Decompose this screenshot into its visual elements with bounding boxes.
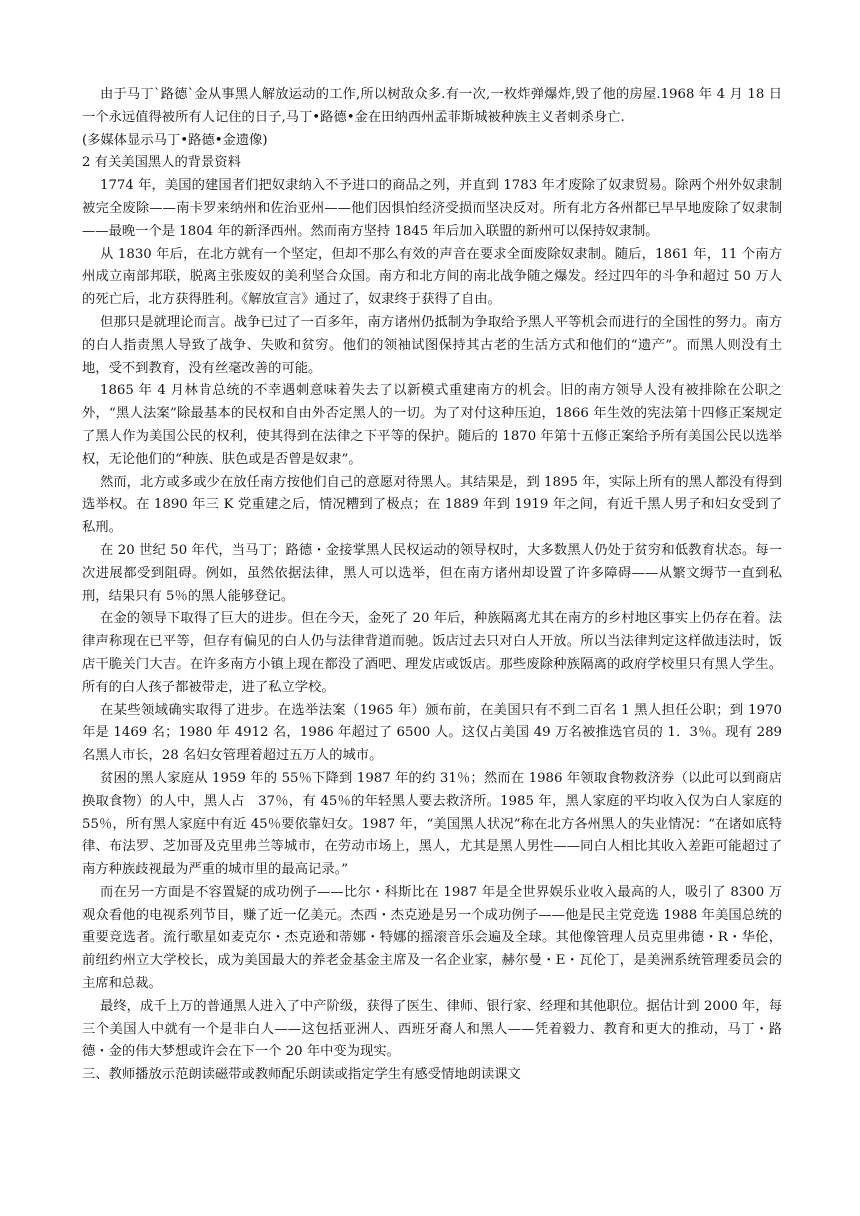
paragraph: 而在另一方面是不容置疑的成功例子——比尔・科斯比在 1987 年是全世界娱乐业收入最高的人，吸引了 8300 万观众看他的电视系列节目，赚了近一亿美元。杰西・杰克逊是另一个成功例子——他是民主党竞选 1988 年美国总统的重要竞选者。流行歌星如麦克尔・杰克逊和蒂娜・特娜的摇滚音乐会遍及全球。其他像管理人员克里弗德・R・华伦，前纽约州立大学校长，成为美国最大的养老金基金主席及一名企业家，赫尔曼・E・瓦伦丁，是美洲系统管理委员会的主席和总裁。: [82, 884, 782, 992]
paragraph: 从 1830 年后，在北方就有一个坚定，但却不那么有效的声音在要求全面废除奴隶制。随后，1861 年，11 个南方州成立南部邦联，脱离主张废奴的美利坚合众国。南方和北方间的南北战争随之爆发。经过四年的斗争和超过 50 万人的死亡后，北方获得胜利。《解放宣言》通过了，奴隶终于获得了自由。: [82, 246, 782, 308]
paragraph: 在金的领导下取得了巨大的进步。但在今天，金死了 20 年后，种族隔离尤其在南方的乡村地区事实上仍存在着。法律声称现在已平等，但存有偏见的白人仍与法律背道而驰。饭店过去只对白人开放。所以当法律判定这样做违法时，饭店干脆关门大吉。在许多南方小镇上现在都没了酒吧、理发店或饭店。那些废除种族隔离的政府学校里只有黑人学生。所有的白人孩子都被带走，进了私立学校。: [82, 611, 782, 695]
document-body: [82, 84, 782, 1087]
paragraph: 最终，成千上万的普通黑人进入了中产阶级，获得了医生、律师、银行家、经理和其他职位。据估计到 2000 年，每三个美国人中就有一个是非白人——这包括亚洲人、西班牙裔人和黑人——凭着毅力、教育和更大的推动，马丁・路德・金的伟大梦想或许会在下一个 20 年中变为现实。: [82, 998, 782, 1060]
paragraph: 然而，北方或多或少在放任南方按他们自己的意愿对待黑人。其结果是，到 1895 年，实际上所有的黑人都没有得到选举权。在 1890 年三 K 党重建之后，情况糟到了极点；在 1889 年到 1919 年之间，有近千黑人男子和妇女受到了私刑。: [82, 474, 782, 536]
multimedia-note: (多媒体显示马丁•路德•金遗像): [82, 132, 268, 148]
section-heading-background: 2 有关美国黑人的背景资料: [82, 155, 241, 171]
paragraph: 在 20 世纪 50 年代，当马丁；路德・金接掌黑人民权运动的领导权时，大多数黑人仍处于贫穷和低教育状态。每一次进展都受到阻碍。例如，虽然依据法律，黑人可以选举，但在南方诸州却设置了许多障碍——从繁文缛节一直到私刑，结果只有 5％的黑人能够登记。: [82, 542, 782, 604]
paragraph: 但那只是就理论而言。战争已过了一百多年，南方诸州仍抵制为争取给予黑人平等机会而进行的全国性的努力。南方的白人指责黑人导致了战争、失败和贫穷。他们的领袖试图保持其古老的生活方式和他们的“遗产”。而黑人则没有土地，受不到教育，没有丝毫改善的可能。: [82, 314, 782, 376]
paragraph-king-assassination: 由于马丁`路德`金从事黑人解放运动的工作,所以树敌众多.有一次,一枚炸弹爆炸,毁了他的房屋.1968 年 4 月 18 日一个永远值得被所有人记住的日子,马丁•路德•金在田纳西州孟菲斯城被种族主义者刺杀身亡.: [82, 87, 782, 125]
paragraph: 1774 年，美国的建国者们把奴隶纳入不予进口的商品之列，并直到 1783 年才废除了奴隶贸易。除两个州外奴隶制被完全废除——南卡罗来纳州和佐治亚州——他们因惧怕经济受损而坚决反对。所有北方各州都已早早地废除了奴隶制——最晚一个是 1804 年的新泽西州。然而南方坚持 1845 年后加入联盟的新州可以保持奴隶制。: [82, 178, 782, 239]
section-heading-reading: 三、教师播放示范朗读磁带或教师配乐朗读或指定学生有感受情地朗读课文: [82, 1067, 521, 1083]
paragraph: 在某些领域确实取得了进步。在选举法案（1965 年）颁布前，在美国只有不到二百名 1 黑人担任公职；到 1970 年是 1469 名；1980 年 4912 名，1986 年超过了 6500 人。这仅占美国 49 万名被推选官员的 1．3％。现有 289 名黑人市长，28 名妇女管理着超过五万人的城市。: [82, 702, 782, 764]
paragraph: 贫困的黑人家庭从 1959 年的 55％下降到 1987 年的约 31％；然而在 1986 年领取食物救济券（以此可以到商店换取食物）的人中，黑人占 37％，有 45％的年轻黑人要去救济所。1985 年，黑人家庭的平均收入仅为白人家庭的 55％，所有黑人家庭中有近 45％要依靠妇女。1987 年，“美国黑人状况”称在北方各州黑人的失业情况：“在诸如底特律、布法罗、芝加哥及克里弗兰等城市，在劳动市场上，黑人，尤其是黑人男性——同白人相比其收入差距可能超过了南方种族歧视最为严重的城市里的最高记录。”: [82, 770, 782, 878]
paragraph: 1865 年 4 月林肯总统的不幸遇刺意味着失去了以新模式重建南方的机会。旧的南方领导人没有被排除在公职之外，“黑人法案”除最基本的民权和自由外否定黑人的一切。为了对付这种压迫，1866 年生效的宪法第十四修正案规定了黑人作为美国公民的权利，使其得到在法律之下平等的保护。随后的 1870 年第十五修正案给予所有美国公民以选举权，无论他们的“种族、肤色或是否曾是奴隶”。: [82, 383, 782, 467]
